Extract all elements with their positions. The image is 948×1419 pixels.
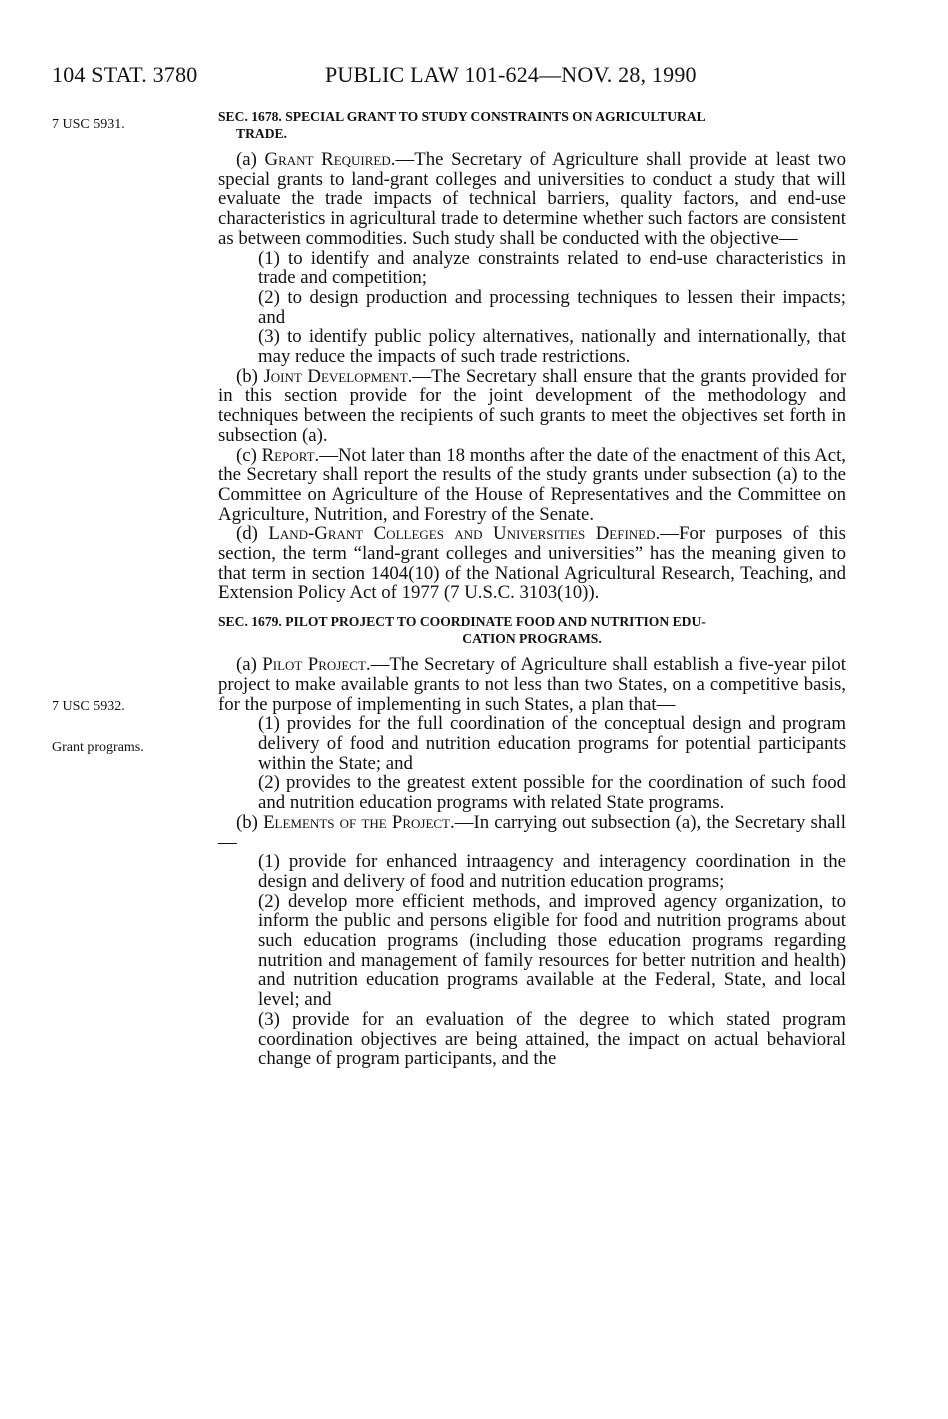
paragraph-2: (2) provides to the greatest extent possible for the coordination of such food and nutrition education programs with related State programs. bbox=[258, 772, 846, 814]
law-citation: PUBLIC LAW 101-624—NOV. 28, 1990 bbox=[325, 62, 697, 87]
subsection-caption: Grant Required. bbox=[264, 149, 396, 170]
subsection-text: —The Secretary shall ensure that the grants provided for in this section provide for the joint development of the methodology and techniques between the recipients of such grants to meet the objectives set forth in subsection (a). bbox=[218, 365, 846, 446]
margin-note-usc-5932: 7 USC 5932. bbox=[52, 699, 125, 714]
subsection-caption: Joint Development. bbox=[263, 365, 413, 387]
margin-note-grant-programs: Grant programs. bbox=[52, 740, 144, 755]
paragraph-3: (3) provide for an evaluation of the degree to which stated program coordination objectives are being attained, the impact on actual behavioral change of program participants, and the bbox=[258, 1008, 846, 1070]
subsection-text: —Not later than 18 months after the date of the enactment of this Act, the Secretary shall report the results of the study grants under subsection (a) to the Committee on Agriculture of the House of Representatives and the Committee on Agriculture, Nutrition, and Forestry of the Senate. bbox=[218, 444, 846, 525]
page-citation: 104 STAT. 3780 bbox=[52, 62, 198, 87]
running-header bbox=[52, 62, 697, 88]
subsection-b-joint-development bbox=[218, 367, 846, 446]
subsection-d-definitions bbox=[218, 524, 846, 603]
subsection-label: (a) bbox=[236, 654, 263, 676]
section-heading-line: CATION PROGRAMS. bbox=[462, 631, 602, 647]
paragraph-1: (1) to identify and analyze constraints related to end-use characteristics in trade and competition; bbox=[258, 247, 846, 289]
subsection-a-pilot-project bbox=[218, 655, 846, 714]
subsection-caption: Land-Grant Colleges and Universities Defined. bbox=[268, 523, 661, 545]
subsection-label: (d) bbox=[236, 523, 269, 545]
subsection-text: —For purposes of this section, the term “land-grant colleges and universities” has the meaning given to that term in section 1404(10) of the National Agricultural Research, Teaching, and Extension Policy Act of 1977 (7 U.S.C. 3103(10)). bbox=[218, 523, 846, 604]
margin-note-usc-5931: 7 USC 5931. bbox=[52, 117, 125, 132]
subsection-caption: Report. bbox=[261, 444, 320, 466]
paragraph-1: (1) provides for the full coordination of the conceptual design and program delivery of food and nutrition education programs for potential participants within the State; and bbox=[258, 713, 846, 774]
subsection-caption: Pilot Project. bbox=[262, 654, 371, 676]
subsection-label: (c) bbox=[236, 444, 262, 466]
section-1678-heading bbox=[218, 108, 846, 142]
section-1679-heading bbox=[218, 613, 846, 647]
paragraph-2: (2) develop more efficient methods, and improved agency organization, to inform the public and persons eligible for food and nutrition programs about such education programs (including those education programs regarding nutrition and management of family resources for better nutrition and health) and nutrition education programs available at the Federal, State, and local level; and bbox=[258, 890, 846, 1011]
subsection-c-report bbox=[218, 446, 846, 525]
subsection-label: (b) bbox=[236, 365, 264, 387]
paragraph-3: (3) to identify public policy alternatives, nationally and internationally, that may reduce the impacts of such trade restrictions. bbox=[258, 326, 846, 368]
subsection-label: (a) bbox=[236, 149, 265, 170]
page-body bbox=[218, 108, 846, 1069]
subsection-text: —The Secretary of Agriculture shall provide at least two special grants to land-grant colleges and universities to conduct a study that will evaluate the trade impacts of technical barriers, quality factors, and end-use characteristics in agricultural trade to determine whether such factors are consistent as between commodities. Such study shall be conducted with the objective— bbox=[218, 149, 846, 249]
subsection-caption: Elements of the Project. bbox=[263, 811, 455, 833]
subsection-a-grant-required bbox=[218, 150, 846, 249]
subsection-b-elements bbox=[218, 813, 846, 852]
subsection-text: —The Secretary of Agriculture shall establish a five-year pilot project to make available grants to not less than two States, on a competitive basis, for the purpose of implementing in such States, a plan that— bbox=[218, 654, 846, 715]
section-heading-line: SEC. 1679. PILOT PROJECT TO COORDINATE FOOD AND NUTRITION EDU- bbox=[218, 614, 706, 630]
section-heading-line: TRADE. bbox=[236, 126, 287, 141]
paragraph-2: (2) to design production and processing techniques to lessen their impacts; and bbox=[258, 286, 846, 328]
section-heading-line: SEC. 1678. SPECIAL GRANT TO STUDY CONSTRAINTS ON AGRICULTURAL bbox=[218, 109, 706, 124]
subsection-label: (b) bbox=[236, 811, 264, 833]
paragraph-1: (1) provide for enhanced intraagency and interagency coordination in the design and delivery of food and nutrition education programs; bbox=[258, 851, 846, 892]
subsection-text: —In carrying out subsection (a), the Secretary shall— bbox=[218, 811, 846, 853]
